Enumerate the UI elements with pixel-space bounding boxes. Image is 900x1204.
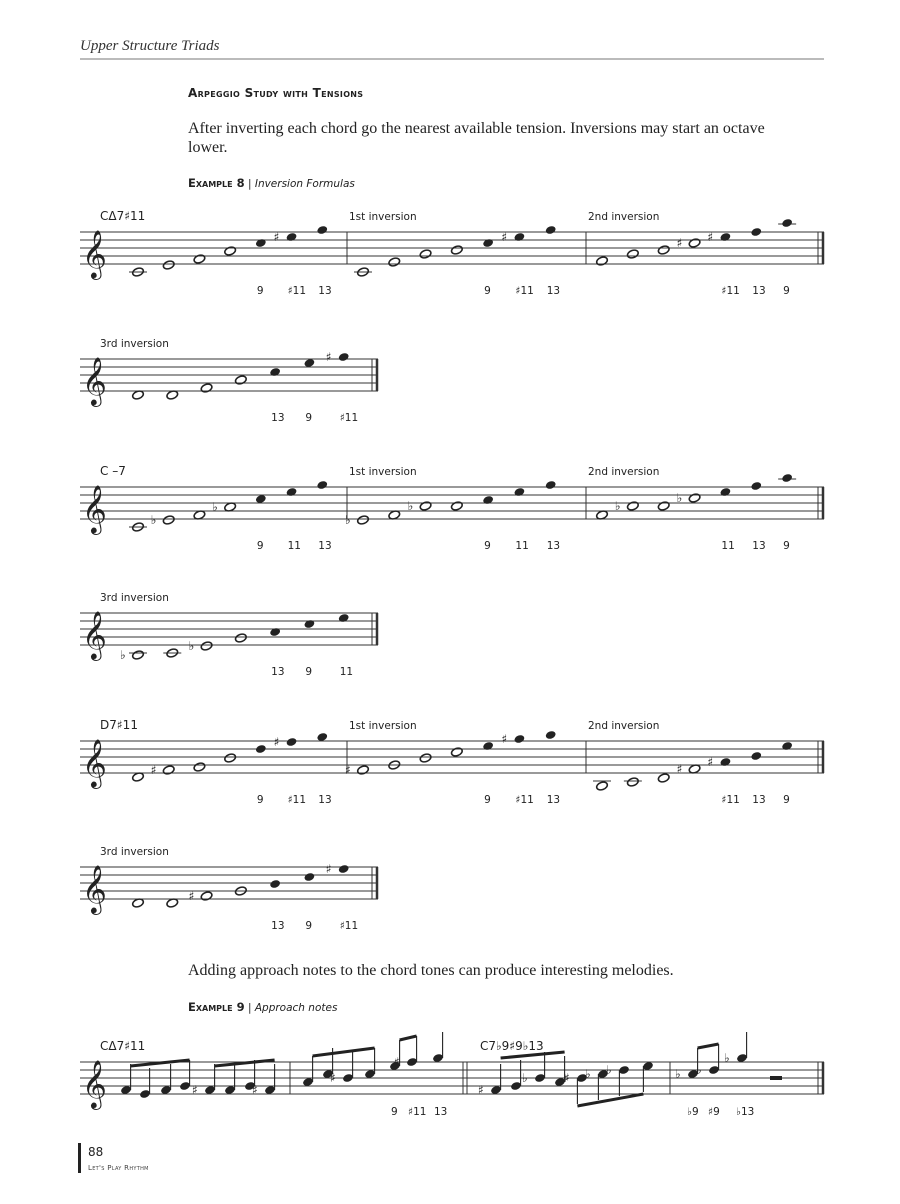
half-rest-icon: [770, 1076, 782, 1080]
beam: [400, 1036, 417, 1040]
measure-label: 1st inversion: [349, 466, 417, 478]
tension-label: 13: [752, 540, 766, 552]
measure-label: 3rd inversion: [100, 338, 169, 350]
example8-number: Example 8: [188, 176, 245, 190]
whole-notehead: [596, 781, 609, 792]
treble-clef-icon: 𝄞: [82, 356, 107, 405]
whole-notehead: [200, 641, 213, 652]
filled-notehead: [719, 232, 731, 242]
tension-label: 13: [318, 285, 332, 297]
tension-label: 13: [546, 540, 561, 552]
accidental-icon: ♭: [345, 513, 351, 527]
whole-notehead: [450, 501, 463, 512]
whole-notehead: [657, 773, 670, 784]
filled-notehead: [545, 225, 557, 235]
tension-label: 13: [318, 794, 332, 806]
measure-label: C –7: [100, 464, 126, 478]
tension-label: 9: [305, 666, 313, 678]
accidental-icon: ♯: [325, 350, 332, 364]
accidental-icon: ♭: [150, 513, 157, 527]
beam: [313, 1048, 375, 1056]
filled-notehead: [286, 487, 298, 497]
whole-notehead: [596, 256, 609, 267]
whole-notehead: [450, 747, 463, 758]
accidental-icon: ♯: [501, 230, 508, 244]
filled-notehead: [719, 757, 731, 767]
filled-notehead: [482, 741, 494, 751]
beam: [698, 1044, 719, 1048]
tension-label: ♯11: [515, 285, 534, 297]
whole-notehead: [357, 765, 370, 776]
accidental-icon: ♯: [564, 1071, 570, 1085]
filled-notehead: [719, 487, 731, 497]
accidental-icon: ♯: [345, 763, 351, 777]
filled-notehead: [316, 480, 328, 490]
accidental-icon: ♭: [522, 1071, 528, 1085]
filled-notehead: [482, 238, 494, 248]
measure-label: 1st inversion: [349, 720, 417, 732]
tension-label: ♯11: [721, 794, 740, 806]
treble-clef-icon: 𝄞: [82, 610, 107, 659]
whole-notehead: [162, 260, 175, 271]
whole-notehead: [419, 249, 432, 260]
accidental-icon: ♯: [252, 1083, 258, 1097]
example8-separator: |: [247, 178, 252, 190]
staff-example8-row4: [80, 613, 378, 645]
measure-label: 3rd inversion: [100, 846, 169, 858]
tension-label: 13: [752, 285, 766, 297]
tension-label: 11: [721, 540, 735, 552]
accidental-icon: ♯: [707, 230, 714, 244]
tension-label: 9: [484, 794, 491, 806]
whole-notehead: [162, 515, 175, 526]
whole-notehead: [193, 254, 206, 265]
measure-label: 1st inversion: [349, 211, 417, 223]
whole-notehead: [626, 249, 639, 260]
whole-notehead: [234, 375, 247, 386]
intro-paragraph: After inverting each chord go the nearest available tension. Inversions may start an octave lower.: [188, 120, 765, 156]
tension-label: ♯11: [287, 285, 307, 297]
tension-label: 9: [256, 540, 264, 552]
tension-label: 13: [546, 285, 561, 297]
measure-label: 2nd inversion: [588, 466, 660, 478]
filled-notehead: [513, 487, 525, 497]
tension-label: 9: [305, 920, 313, 932]
footer-book-title: Let's Play Rhythm: [88, 1164, 149, 1172]
example9-subtitle: Approach notes: [254, 1002, 338, 1014]
accidental-icon: ♭: [120, 648, 126, 662]
accidental-icon: ♭: [676, 491, 683, 505]
section-title: Arpeggio Study with Tensions: [188, 86, 364, 100]
whole-notehead: [234, 633, 247, 644]
filled-notehead: [303, 872, 315, 882]
tension-label: 9: [305, 412, 313, 424]
chord-symbol: C7♭9♯9♭13: [480, 1039, 544, 1053]
tension-label: 9: [256, 794, 264, 806]
tension-label: 13: [271, 920, 285, 932]
accidental-icon: ♯: [707, 755, 714, 769]
accidental-icon: ♭: [696, 1063, 702, 1077]
accidental-icon: ♯: [501, 732, 508, 746]
tension-label: 11: [515, 540, 529, 552]
filled-notehead: [513, 232, 525, 242]
accidental-icon: ♯: [394, 1055, 400, 1069]
accidental-icon: ♭: [614, 499, 621, 513]
filled-notehead: [255, 238, 267, 248]
treble-clef-icon: 𝄞: [82, 1059, 107, 1108]
example9-number: Example 9: [188, 1000, 245, 1014]
tension-label: ♯11: [287, 794, 307, 806]
accidental-icon: ♯: [273, 735, 280, 749]
tension-label: 13: [752, 794, 766, 806]
filled-notehead: [255, 744, 267, 754]
filled-notehead: [338, 352, 350, 362]
tension-label: ♯11: [339, 412, 359, 424]
tension-label: 9: [484, 540, 491, 552]
accidental-icon: ♯: [330, 1071, 336, 1085]
tension-label: 9: [783, 285, 790, 297]
running-title: Upper Structure Triads: [80, 38, 220, 54]
whole-notehead: [200, 891, 213, 902]
filled-notehead: [513, 734, 525, 744]
measure-label: CΔ7♯11: [100, 209, 146, 223]
footer-bar: [78, 1143, 81, 1173]
measure-label: 3rd inversion: [100, 592, 169, 604]
whole-notehead: [357, 515, 370, 526]
accidental-icon: ♯: [478, 1083, 484, 1097]
whole-notehead: [450, 245, 463, 256]
accidental-icon: ♯: [150, 763, 157, 777]
filled-notehead: [482, 495, 494, 505]
whole-notehead: [688, 238, 701, 249]
beam: [131, 1060, 190, 1066]
filled-notehead: [286, 232, 298, 242]
accidental-icon: ♭: [606, 1063, 612, 1077]
treble-clef-icon: 𝄞: [82, 738, 107, 787]
tension-label: 13: [271, 412, 285, 424]
whole-notehead: [193, 762, 206, 773]
filled-notehead: [750, 751, 762, 761]
filled-notehead: [545, 730, 557, 740]
filled-notehead: [781, 741, 793, 751]
accidental-icon: ♭: [675, 1067, 681, 1081]
treble-clef-icon: 𝄞: [82, 229, 107, 278]
tension-label: 9: [391, 1106, 398, 1118]
tension-label: 11: [339, 666, 354, 678]
tension-label: 13: [318, 540, 332, 552]
whole-notehead: [688, 493, 701, 504]
staff-example8-row6: [80, 867, 378, 899]
accidental-icon: ♭: [212, 500, 218, 514]
tension-label: 13: [434, 1106, 448, 1118]
accidental-icon: ♯: [188, 889, 195, 903]
tension-label: ♯11: [339, 920, 359, 932]
filled-notehead: [781, 218, 793, 228]
accidental-icon: ♯: [676, 762, 683, 776]
chord-symbol: CΔ7♯11: [100, 1039, 146, 1053]
staff-example8-row3: [80, 487, 824, 519]
beam: [577, 1094, 643, 1106]
tension-label: ♭13: [736, 1106, 755, 1118]
whole-notehead: [224, 246, 237, 257]
tension-label: 9: [484, 285, 491, 297]
filled-notehead: [269, 879, 281, 889]
filled-notehead: [750, 227, 762, 237]
staff-example8-row2: [80, 359, 378, 391]
whole-notehead: [626, 501, 639, 512]
treble-clef-icon: 𝄞: [82, 484, 107, 533]
tension-label: ♯11: [721, 285, 740, 297]
filled-notehead: [338, 864, 350, 874]
whole-notehead: [200, 383, 213, 394]
measure-label: 2nd inversion: [588, 211, 660, 223]
tension-label: ♯11: [408, 1106, 427, 1118]
accidental-icon: ♯: [676, 236, 683, 250]
tension-label: 9: [783, 540, 790, 552]
filled-notehead: [303, 619, 315, 629]
measure-label: D7♯11: [100, 718, 138, 732]
tension-label: ♯9: [708, 1106, 720, 1118]
filled-notehead: [338, 613, 350, 623]
filled-notehead: [316, 225, 328, 235]
accidental-icon: ♭: [188, 639, 195, 653]
accidental-icon: ♯: [273, 230, 280, 244]
whole-notehead: [132, 650, 145, 661]
whole-notehead: [626, 777, 639, 788]
accidental-icon: ♯: [192, 1083, 198, 1097]
accidental-icon: ♭: [724, 1051, 730, 1065]
measure-label: 2nd inversion: [588, 720, 660, 732]
whole-notehead: [388, 257, 401, 268]
example8-subtitle: Inversion Formulas: [254, 178, 355, 190]
filled-notehead: [269, 627, 281, 637]
filled-notehead: [545, 480, 557, 490]
treble-clef-icon: 𝄞: [82, 864, 107, 913]
beam: [215, 1060, 275, 1066]
filled-notehead: [750, 481, 762, 491]
whole-notehead: [657, 501, 670, 512]
tension-label: 9: [783, 794, 790, 806]
example9-label: [188, 1000, 337, 1014]
whole-notehead: [419, 753, 432, 764]
accidental-icon: ♯: [325, 862, 332, 876]
page-number: 88: [88, 1145, 104, 1159]
tension-label: 9: [256, 285, 264, 297]
tension-label: 11: [287, 540, 301, 552]
whole-notehead: [419, 501, 432, 512]
tension-label: 13: [271, 666, 285, 678]
whole-notehead: [657, 245, 670, 256]
tension-label: 13: [546, 794, 561, 806]
accidental-icon: ♭: [585, 1067, 591, 1081]
filled-notehead: [269, 367, 281, 377]
filled-notehead: [781, 473, 793, 483]
filled-notehead: [286, 737, 298, 747]
approach-paragraph: Adding approach notes to the chord tones can produce interesting melodies.: [188, 962, 674, 979]
tension-label: ♭9: [687, 1106, 699, 1118]
accidental-icon: ♭: [407, 499, 414, 513]
whole-notehead: [162, 765, 175, 776]
example9-separator: |: [247, 1002, 252, 1014]
tension-label: ♯11: [515, 794, 534, 806]
whole-notehead: [224, 753, 237, 764]
